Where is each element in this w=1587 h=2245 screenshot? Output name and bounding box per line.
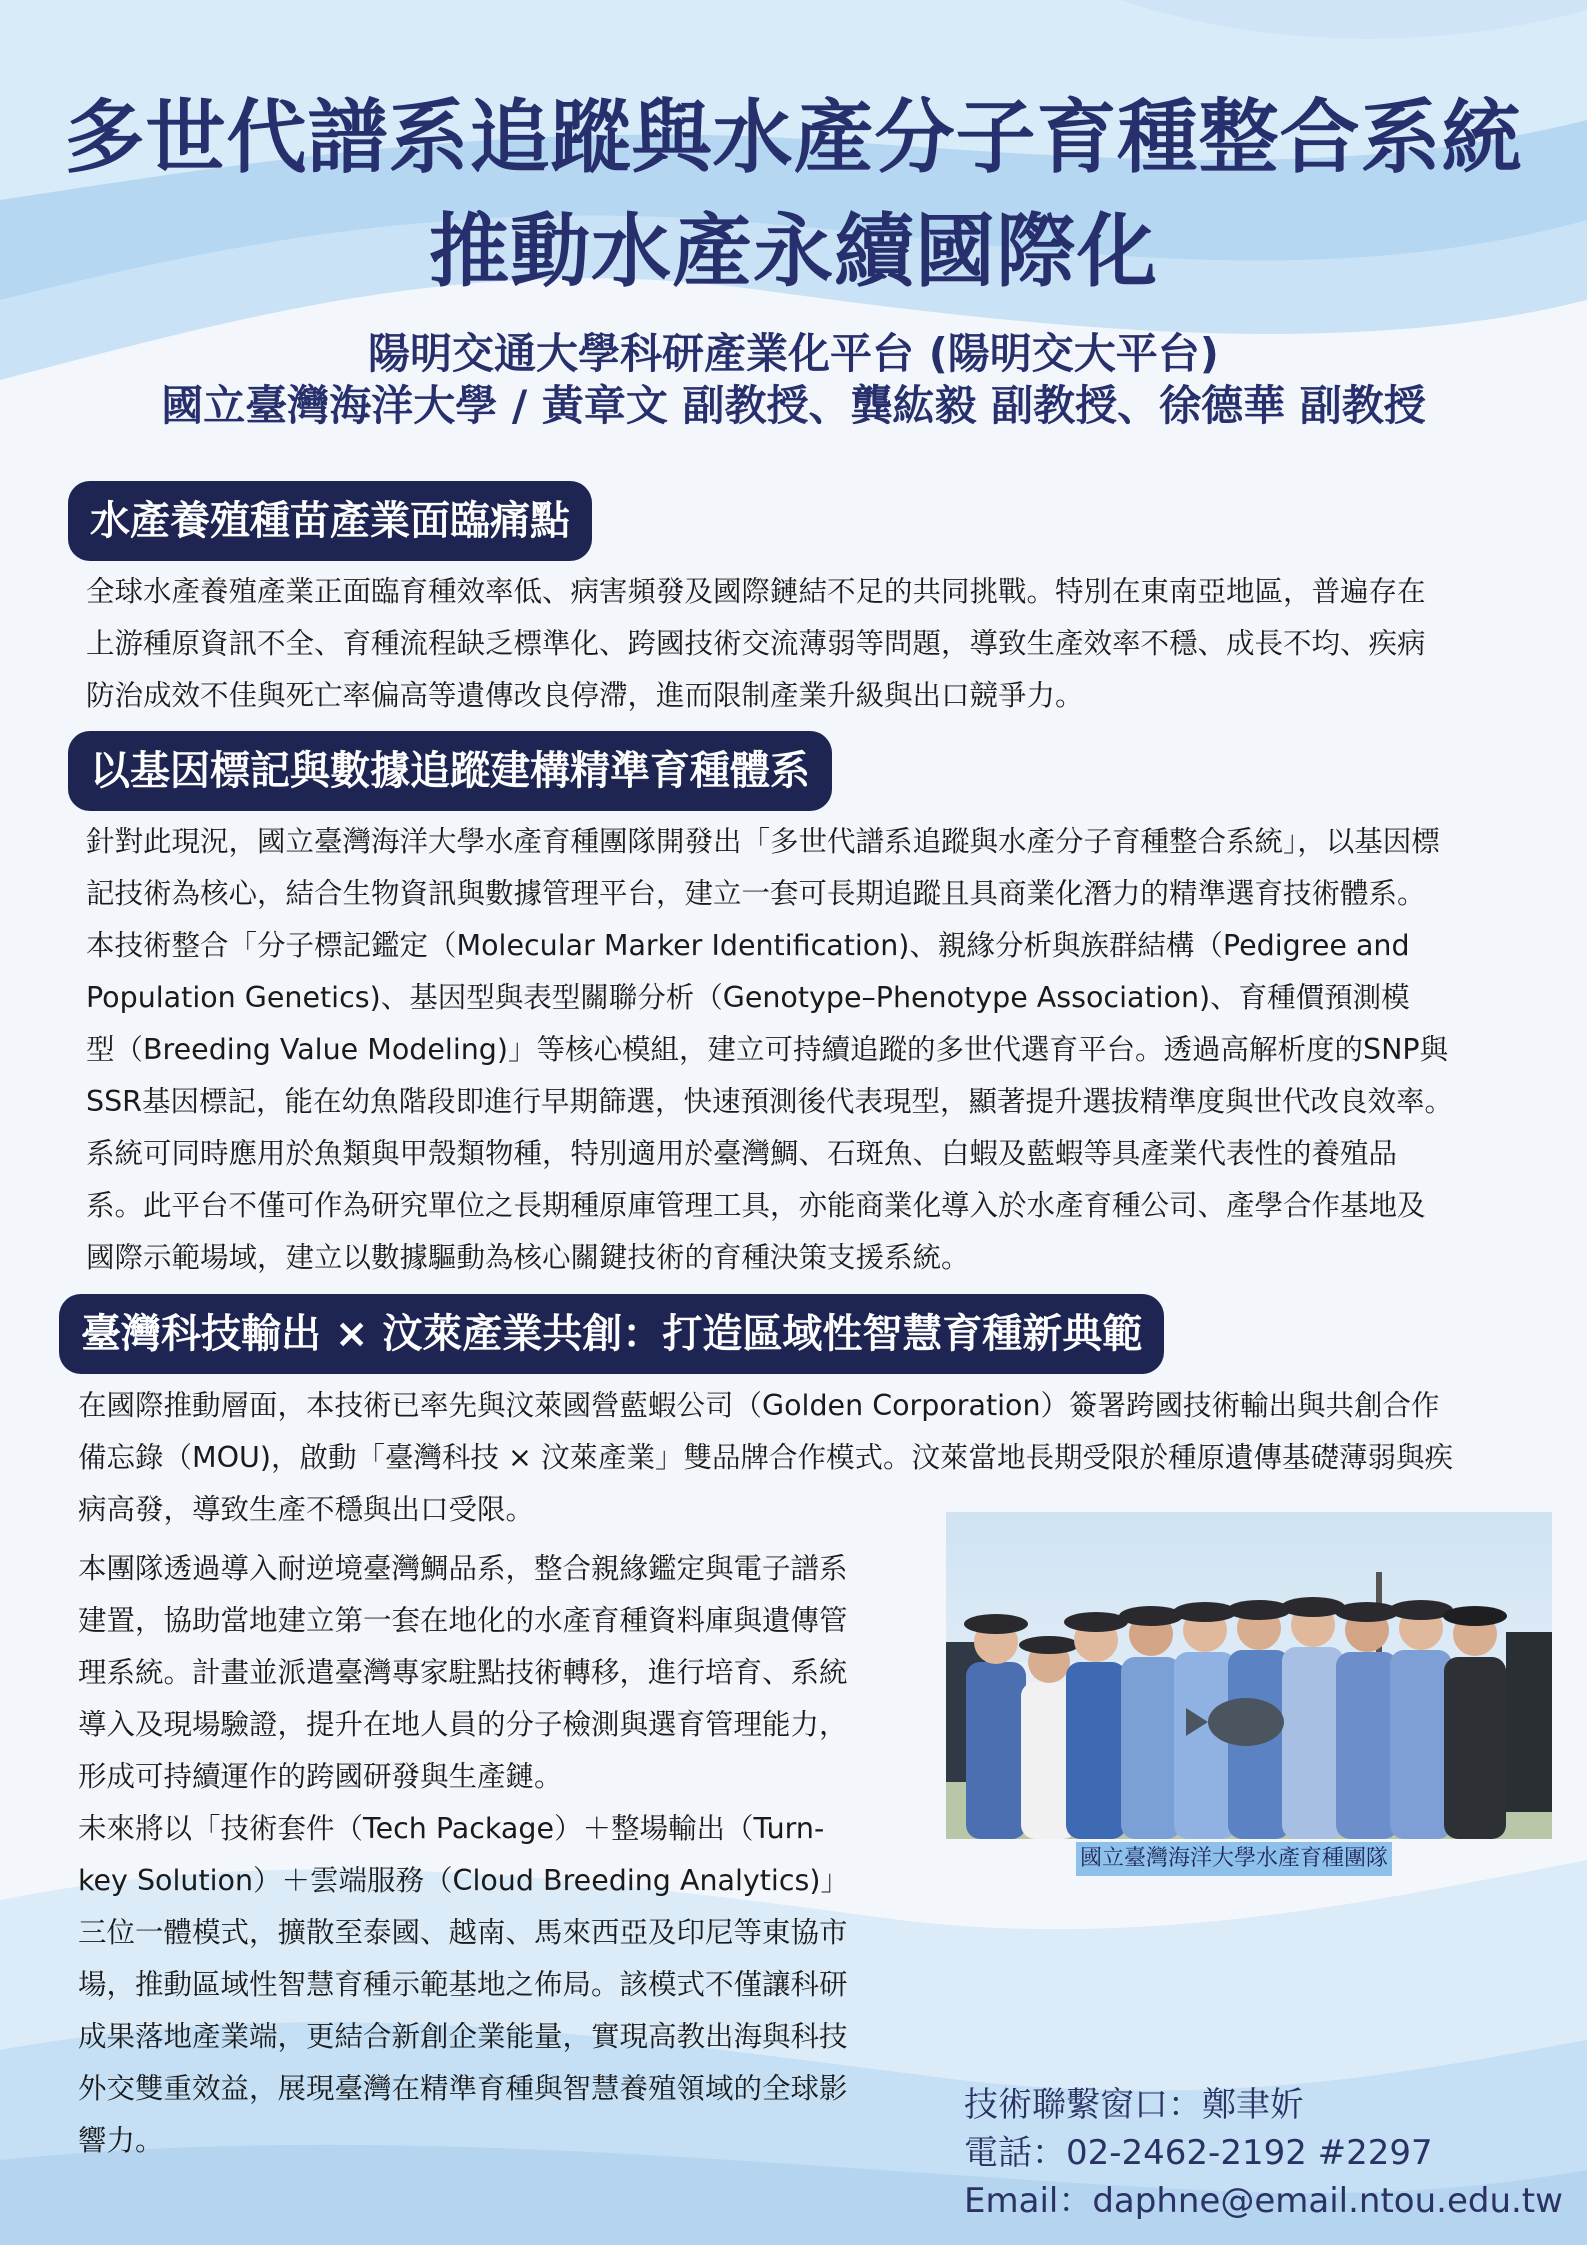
section3-line: 在國際推動層面，本技術已率先與汶萊國營藍蝦公司（Golden Corporation）簽署跨國技術輸出與共創合作 [78,1389,1440,1422]
contact-email[interactable]: Email：daphne@email.ntou.edu.tw [964,2181,1563,2221]
subtitle-platform: 陽明交通大學科研產業化平台 (陽明交大平台) [367,329,1219,378]
section3-line: 成果落地產業端，更結合新創企業能量，實現高教出海與科技 [78,2020,848,2053]
photo-caption: 國立臺灣海洋大學水產育種團隊 [1076,1842,1392,1876]
section2-line: 系統可同時應用於魚類與甲殼類物種，特別適用於臺灣鯛、石斑魚、白蝦及藍蝦等具產業代表性的養殖品 [86,1137,1398,1170]
section1-line: 上游種原資訊不全、育種流程缺乏標準化、跨國技術交流薄弱等問題，導致生產效率不穩、成長不均、疾病 [86,627,1426,660]
section2-line: 系。此平台不僅可作為研究單位之長期種原庫管理工具，亦能商業化導入於水產育種公司、產學合作基地及 [86,1189,1426,1222]
section3-heading: 臺灣科技輸出 × 汶萊產業共創：打造區域性智慧育種新典範 [59,1294,1164,1374]
section2-line: Population Genetics)、基因型與表型關聯分析（Genotype–Phenotype Association)、育種價預測模 [86,981,1410,1014]
team-photo [946,1512,1552,1839]
section3-line: 理系統。計畫並派遣臺灣專家駐點技術轉移，進行培育、系統 [78,1656,848,1689]
section1-line: 全球水產養殖產業正面臨育種效率低、病害頻發及國際鏈結不足的共同挑戰。特別在東南亞地區，普遍存在 [86,575,1426,608]
section2-line: 國際示範場域，建立以數據驅動為核心關鍵技術的育種決策支援系統。 [86,1241,970,1274]
section3-line: 本團隊透過導入耐逆境臺灣鯛品系，整合親緣鑑定與電子譜系 [78,1552,848,1585]
section2-line: 記技術為核心，結合生物資訊與數據管理平台，建立一套可長期追蹤且具商業化潛力的精準選育技術體系。 [86,877,1426,910]
section1-heading: 水產養殖種苗產業面臨痛點 [68,481,592,561]
section3-line: 備忘錄（MOU)，啟動「臺灣科技 × 汶萊產業」雙品牌合作模式。汶萊當地長期受限於種原遺傳基礎薄弱與疾 [78,1441,1454,1474]
section3-line: 外交雙重效益，展現臺灣在精準育種與智慧養殖領域的全球影 [78,2072,848,2105]
section3-paragraph-team [78,1543,930,1803]
section3-line: 三位一體模式，擴散至泰國、越南、馬來西亞及印尼等東協市 [78,1916,848,1949]
section2-heading: 以基因標記與數據追蹤建構精準育種體系 [68,731,832,811]
section3-line: key Solution）＋雲端服務（Cloud Breeding Analytics)」 [78,1864,849,1897]
section3-line: 未來將以「技術套件（Tech Package）＋整場輸出（Turn- [78,1812,825,1845]
section1-line: 防治成效不佳與死亡率偏高等遺傳改良停滯，進而限制產業升級與出口競爭力。 [86,679,1084,712]
section3-line: 病高發，導致生產不穩與出口受限。 [78,1493,535,1526]
section3-line: 形成可持續運作的跨國研發與生產鏈。 [78,1760,563,1793]
contact-window: 技術聯繫窗口：鄭聿妡 [964,2085,1304,2125]
section3-line: 導入及現場驗證，提升在地人員的分子檢測與選育管理能力， [78,1708,848,1741]
section2-line: SSR基因標記，能在幼魚階段即進行早期篩選，快速預測後代表現型，顯著提升選拔精準度與世代改良效率。 [86,1085,1453,1118]
section2-line: 本技術整合「分子標記鑑定（Molecular Marker Identification)、親緣分析與族群結構（Pedigree and [86,929,1410,962]
section3-line: 響力。 [78,2124,164,2157]
subtitle-authors: 國立臺灣海洋大學 / 黃章文 副教授、龔紘毅 副教授、徐德華 副教授 [161,381,1426,430]
section3-paragraph-future [78,1803,930,2167]
contact-phone: 電話：02-2462-2192 #2297 [964,2133,1433,2173]
section2-line: 針對此現況，國立臺灣海洋大學水產育種團隊開發出「多世代譜系追蹤與水產分子育種整合系統」，以基因標 [86,825,1440,858]
section2-body [86,816,1552,1284]
section3-line: 場，推動區域性智慧育種示範基地之佈局。該模式不僅讓科研 [78,1968,848,2001]
title-line-2: 推動水產永續國際化 [429,205,1158,298]
section2-line: 型（Breeding Value Modeling)」等核心模組，建立可持續追蹤的多世代選育平台。透過高解析度的SNP與 [86,1033,1449,1066]
title-line-1: 多世代譜系追蹤與水產分子育種整合系統 [64,91,1523,184]
section1-body [86,566,1552,722]
section3-line: 建置，協助當地建立第一套在地化的水產育種資料庫與遺傳管 [78,1604,848,1637]
team-photo-image [946,1512,1552,1839]
